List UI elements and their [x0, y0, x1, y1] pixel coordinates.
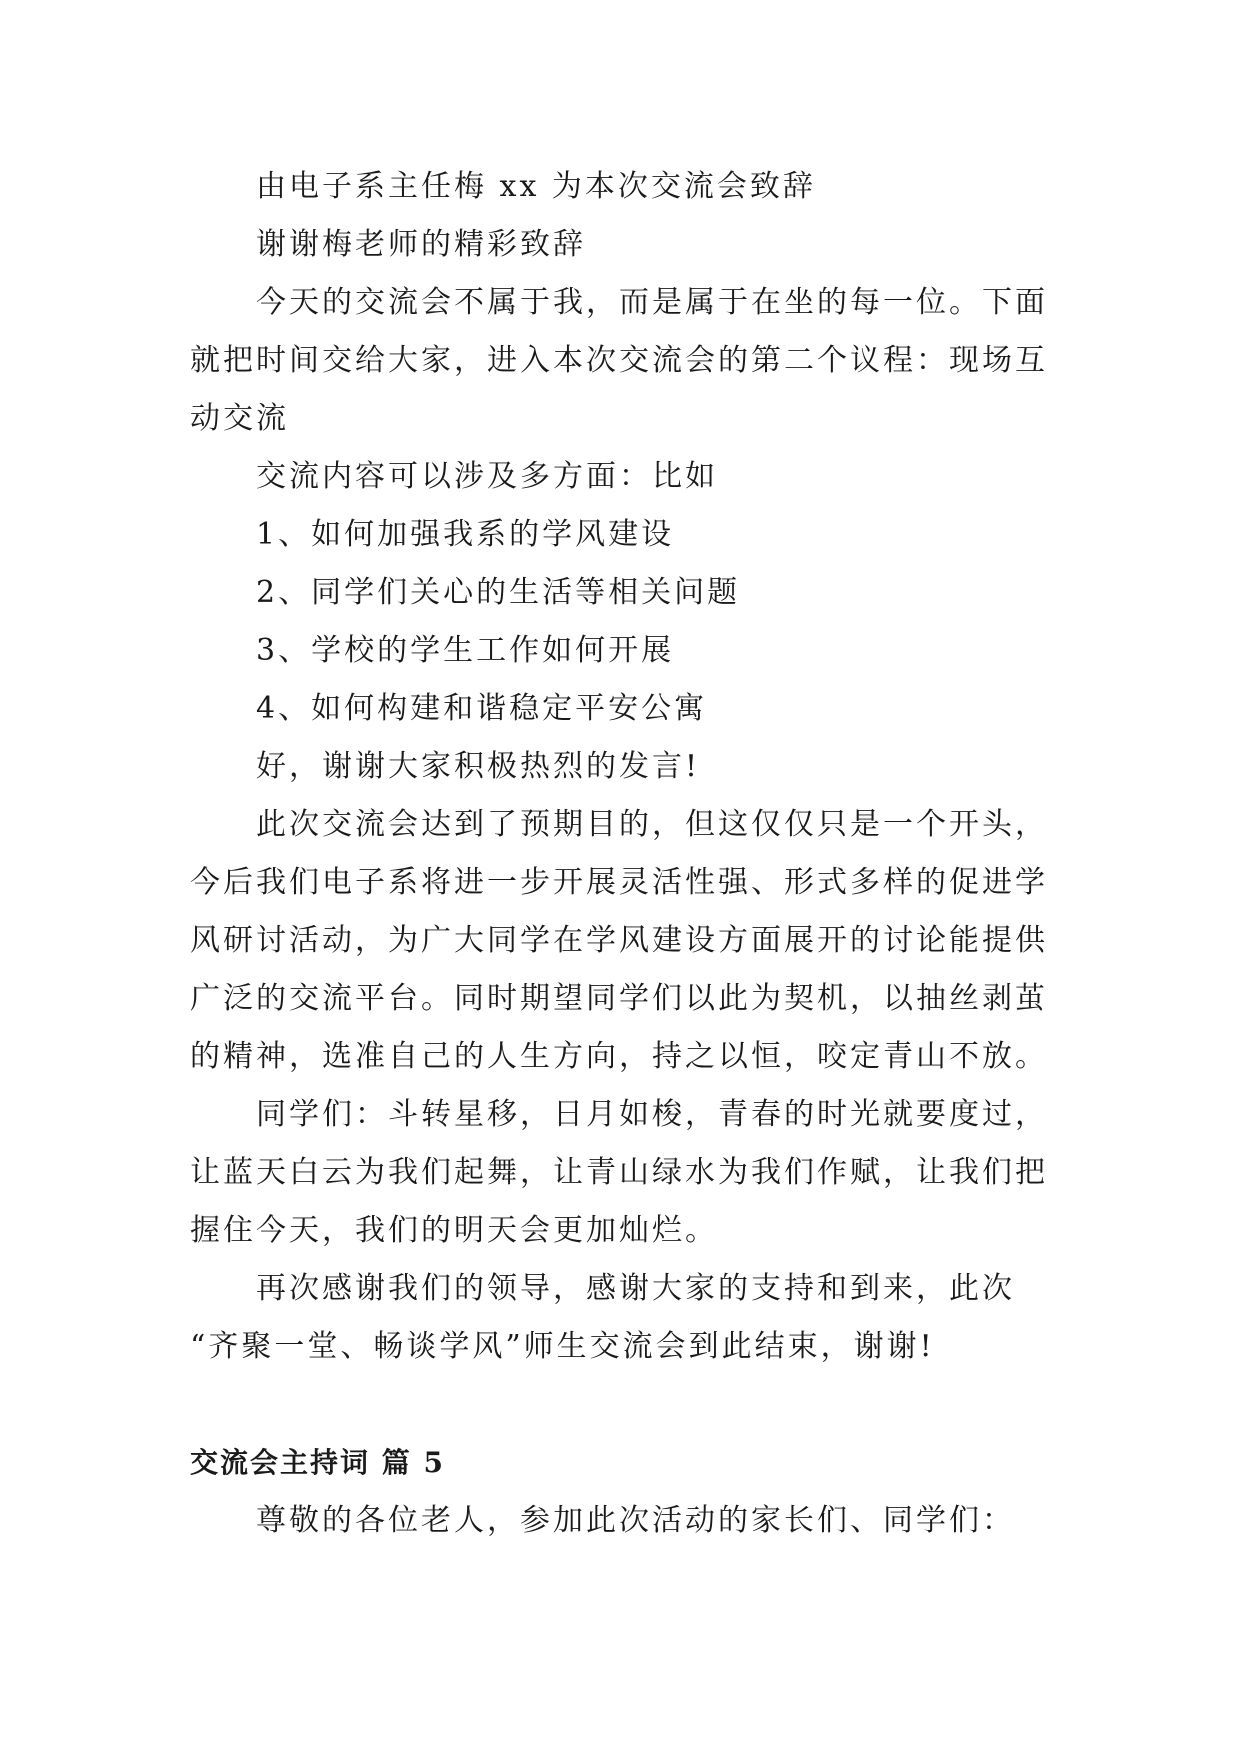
text-line: 再次感谢我们的领导，感谢大家的支持和到来，此次: [256, 1271, 1015, 1306]
list-item: [190, 506, 1060, 564]
paragraph: [190, 796, 1060, 1086]
text-line: 动交流: [190, 401, 289, 436]
text-line: 广泛的交流平台。同时期望同学们以此为契机，以抽丝剥茧: [190, 981, 1048, 1016]
text-line: 握住今天，我们的明天会更加灿烂。: [190, 1213, 718, 1248]
list-item: [190, 564, 1060, 622]
list-item: [190, 622, 1060, 680]
text-line: 由电子系主任梅 xx 为本次交流会致辞: [256, 169, 816, 204]
text-line: 今天的交流会不属于我，而是属于在坐的每一位。下面: [256, 285, 1048, 320]
paragraph: [190, 1086, 1060, 1260]
paragraph: [190, 738, 1060, 796]
text-line: 让蓝天白云为我们起舞，让青山绿水为我们作赋，让我们把: [190, 1155, 1048, 1190]
text-line: 同学们：斗转星移，日月如梭，青春的时光就要度过，: [256, 1097, 1048, 1132]
text-line: 风研讨活动，为广大同学在学风建设方面展开的讨论能提供: [190, 923, 1048, 958]
text-line: 好，谢谢大家积极热烈的发言!: [256, 749, 701, 784]
text-line: 的精神，选准自己的人生方向，持之以恒，咬定青山不放。: [190, 1039, 1048, 1074]
list-item: [190, 680, 1060, 738]
text-line: 3、学校的学生工作如何开展: [256, 633, 675, 668]
paragraph: [190, 1492, 1060, 1550]
section-heading: 交流会主持词 篇 5: [190, 1446, 445, 1479]
text-line: 尊敬的各位老人，参加此次活动的家长们、同学们：: [256, 1503, 1015, 1538]
text-line: 1、如何加强我系的学风建设: [256, 517, 675, 552]
text-line: 此次交流会达到了预期目的，但这仅仅只是一个开头，: [256, 807, 1048, 842]
paragraph: [190, 158, 1060, 216]
text-line: 4、如何构建和谐稳定平安公寓: [256, 691, 708, 726]
text-line: 2、同学们关心的生活等相关问题: [256, 575, 741, 610]
text-line: 交流内容可以涉及多方面：比如: [256, 459, 718, 494]
text-line: 谢谢梅老师的精彩致辞: [256, 227, 586, 262]
paragraph: [190, 274, 1060, 448]
text-line: “齐聚一堂、畅谈学风”师生交流会到此结束，谢谢!: [190, 1329, 935, 1364]
spacer: [190, 1376, 1060, 1434]
text-line: 今后我们电子系将进一步开展灵活性强、形式多样的促进学: [190, 865, 1048, 900]
text-line: 就把时间交给大家，进入本次交流会的第二个议程：现场互: [190, 343, 1048, 378]
paragraph: [190, 216, 1060, 274]
document-body: [190, 158, 1060, 1550]
paragraph: [190, 1260, 1060, 1376]
paragraph: [190, 448, 1060, 506]
